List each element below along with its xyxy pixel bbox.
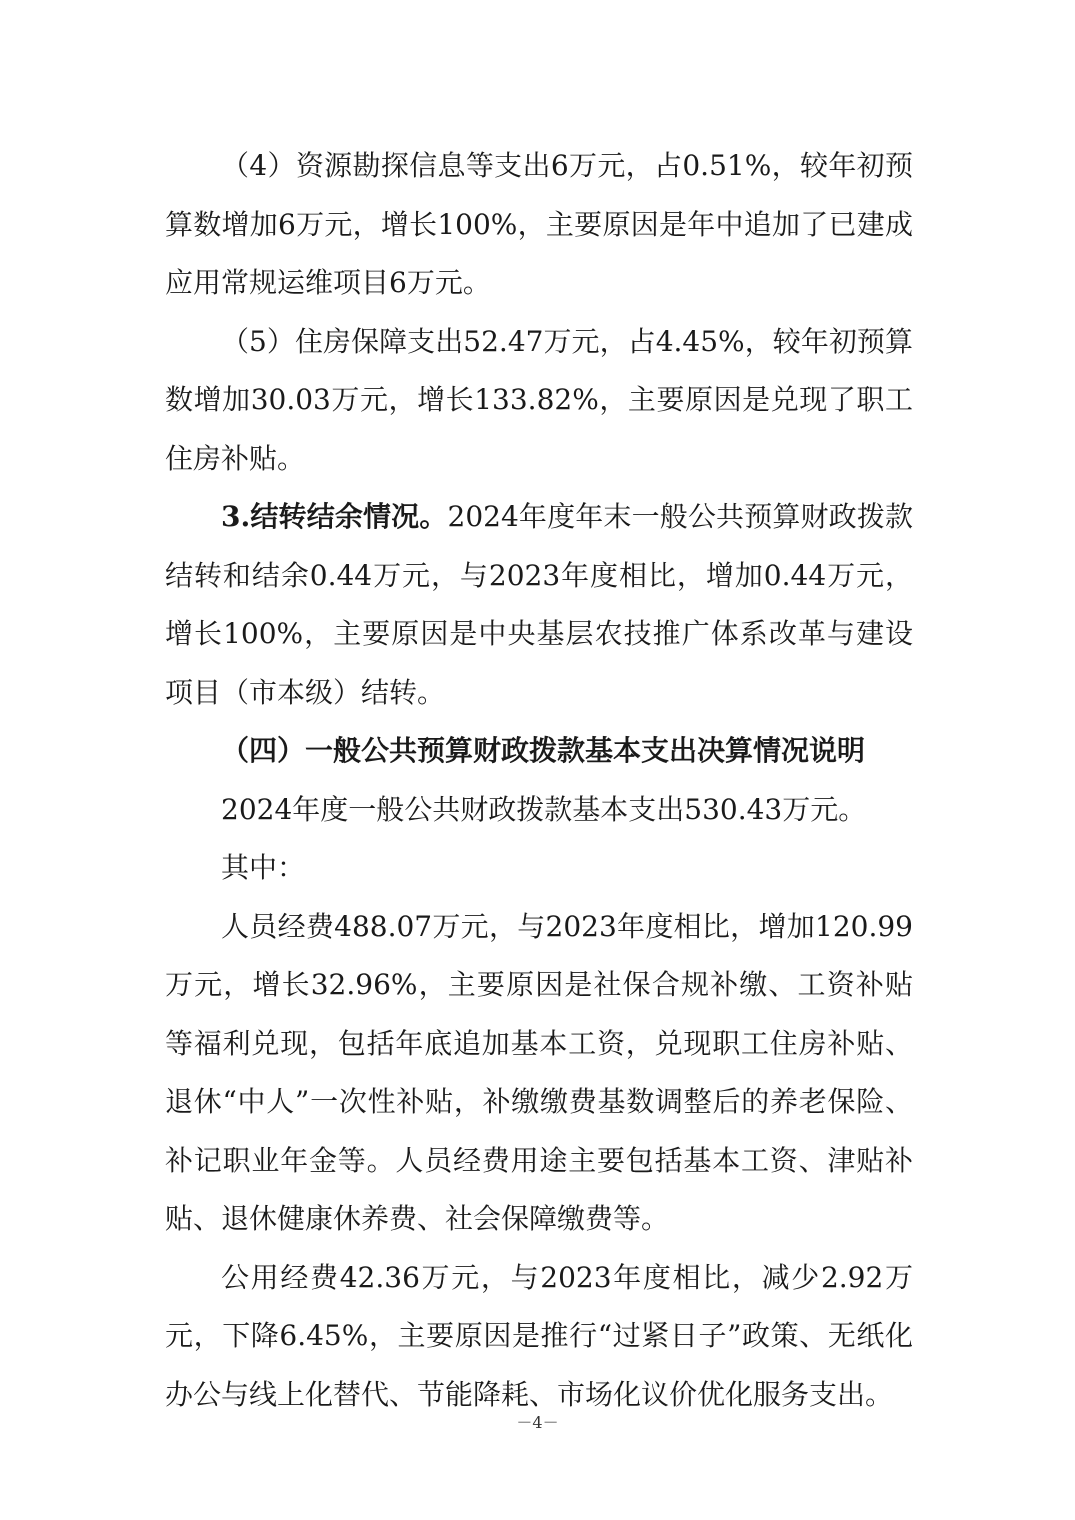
paragraph-basic-expenditure-total: 2024年度一般公共财政拨款基本支出530.43万元。 — [221, 792, 867, 826]
paragraph-personnel-expenses: 人员经费488.07万元，与2023年度相比，增加120.99万元，增长32.96%，主要原因是社保合规补缴、工资补贴等福利兑现，包括年底追加基本工资，兑现职工住房补贴、退休“中人”一次性补贴，补缴缴费基数调整后的养老保险、补记职业年金等。人员经费用途主要包括基本工资、津贴补贴、退休健康休养费、社会保障缴费等。 — [165, 909, 913, 1235]
carryover-text: 2024年度年末一般公共预算财政拨款结转和结余0.44万元，与2023年度相比，增加0.44万元，增长100%，主要原因是中央基层农技推广体系改革与建设项目（市本级）结转。 — [165, 500, 914, 709]
carryover-heading: 3.结转结余情况。 — [221, 500, 448, 533]
page-number: －4－ — [516, 1413, 559, 1432]
paragraph-public-expenses: 公用经费42.36万元，与2023年度相比，减少2.92万元，下降6.45%，主要原因是推行“过紧日子”政策、无纸化办公与线上化替代、节能降耗、市场化议价优化服务支出。 — [165, 1260, 913, 1411]
document-body — [165, 137, 913, 1424]
paragraph-carryover-balance — [165, 488, 913, 722]
paragraph-housing-security: （5）住房保障支出52.47万元，占4.45%，较年初预算数增加30.03万元，增长133.82%，主要原因是兑现了职工住房补贴。 — [165, 324, 913, 475]
section-heading-basic-expenditure: （四）一般公共预算财政拨款基本支出决算情况说明 — [221, 734, 866, 767]
paragraph-among-which: 其中： — [221, 851, 306, 884]
paragraph-resource-exploration: （4）资源勘探信息等支出6万元，占0.51%，较年初预算数增加6万元，增长100%，主要原因是年中追加了已建成应用常规运维项目6万元。 — [165, 149, 913, 299]
